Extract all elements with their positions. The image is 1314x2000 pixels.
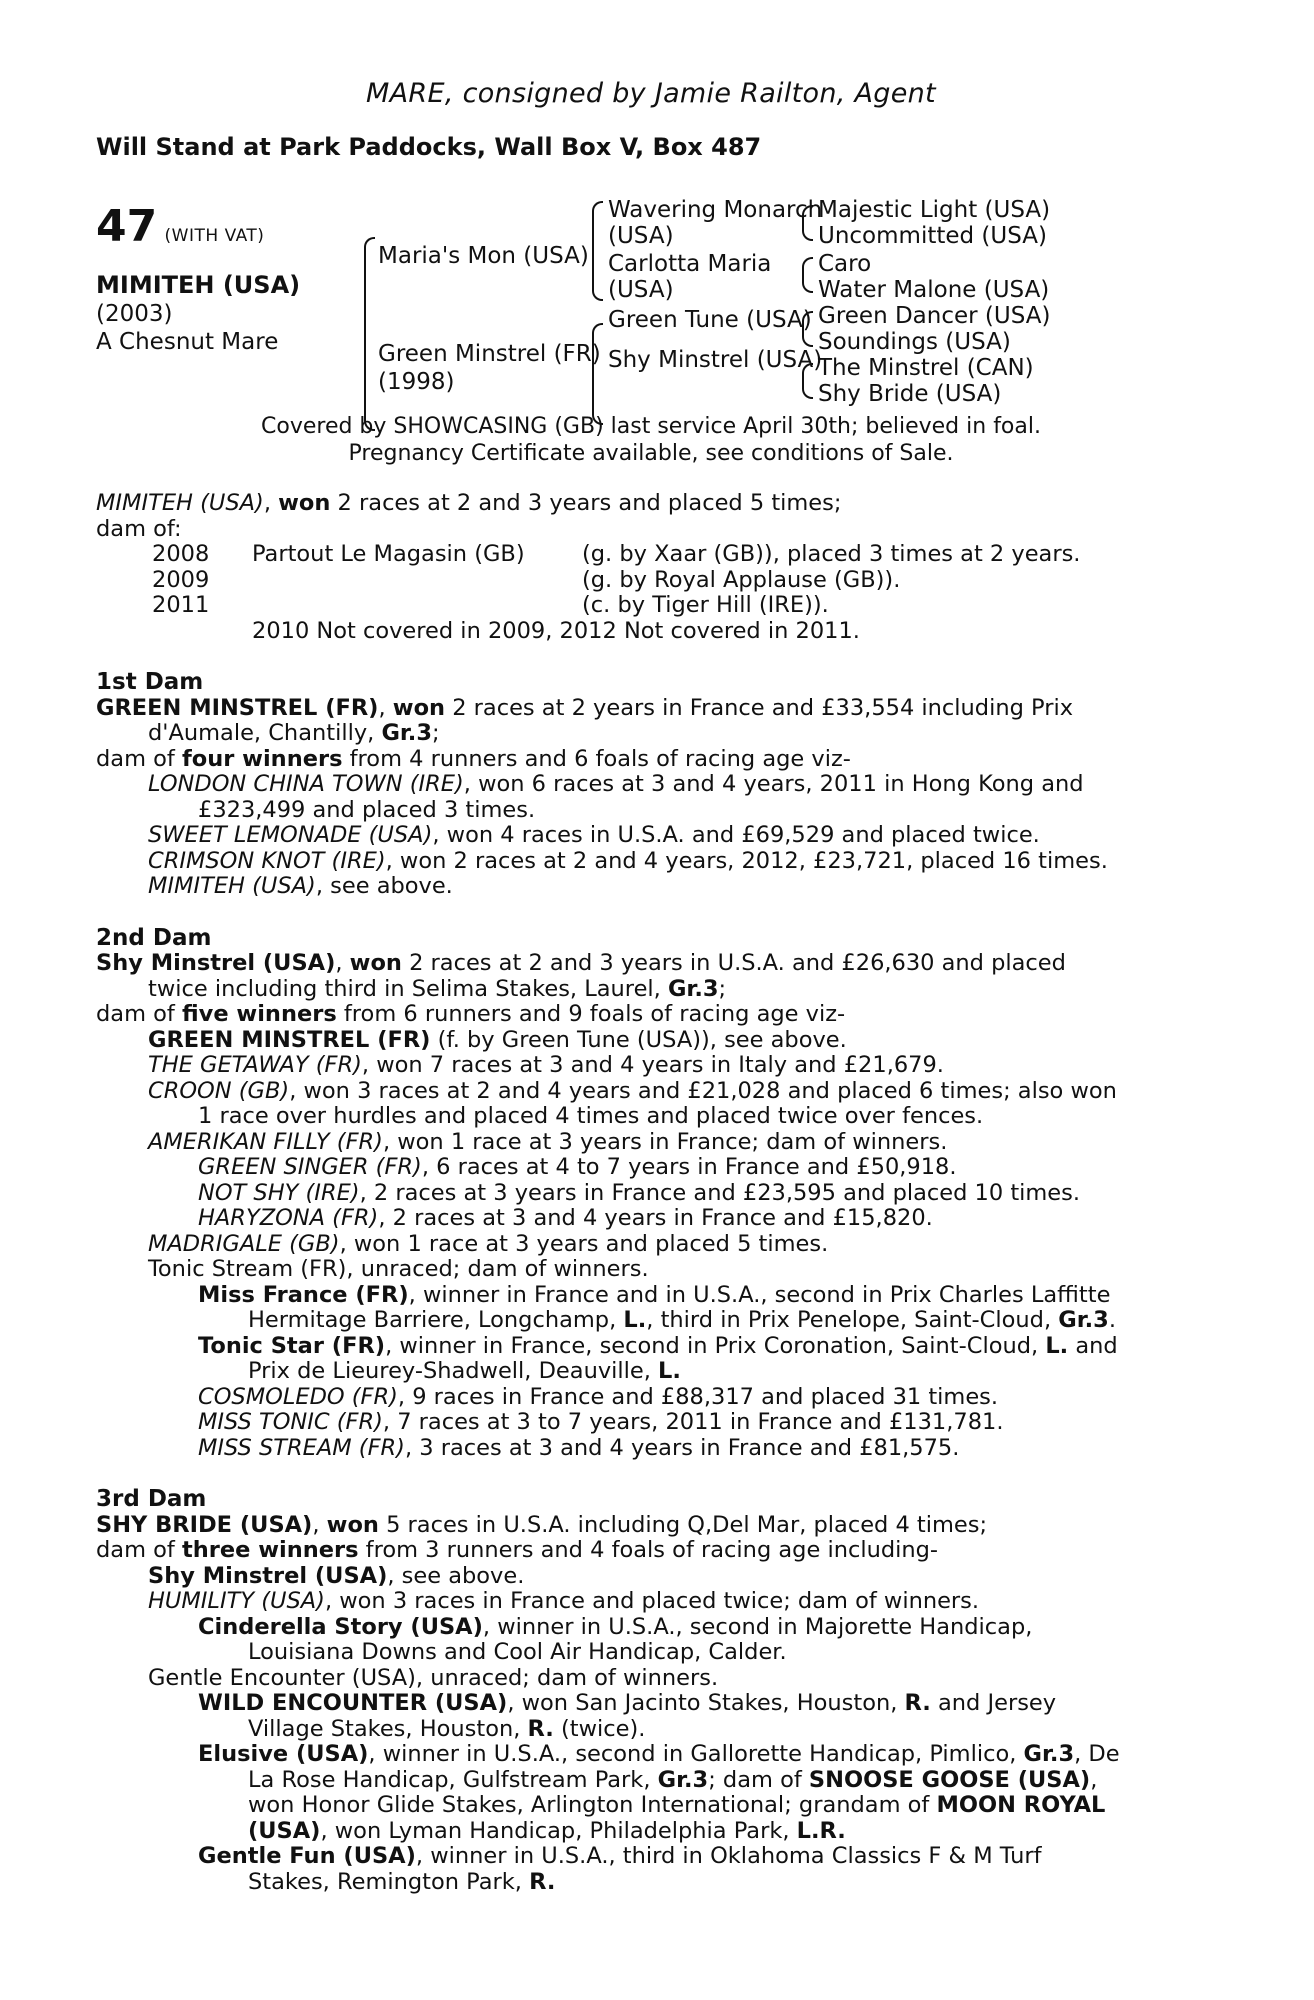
offspring-line	[96, 1028, 1206, 1054]
offspring-name: WILD ENCOUNTER (USA)	[198, 1690, 508, 1716]
offspring-text: Hermitage Barriere, Longchamp,	[248, 1307, 624, 1333]
grand-offspring-line	[96, 1155, 1206, 1181]
offspring-text: , won 3 races at 2 and 4 years and £21,028 and placed 6 times; also won	[289, 1077, 1117, 1104]
offspring-text: .	[1108, 1307, 1116, 1333]
grade-label: Gr.3	[381, 720, 432, 746]
second-dam-dam-of	[96, 1002, 1206, 1028]
offspring-text: , winner in France, second in Prix Coronation, Saint-Cloud,	[385, 1332, 1046, 1359]
offspring-text: , 9 races in France and £88,317 and placed 31 times.	[397, 1383, 999, 1410]
offspring-text: ,	[1090, 1766, 1098, 1793]
third-dam-record: SHY BRIDE (USA), won 5 races in U.S.A. including Q,Del Mar, placed 4 times;	[96, 1511, 988, 1538]
offspring-text: , 3 races at 3 and 4 years in France and £81,575.	[404, 1434, 960, 1461]
offspring-text: won Honor Glide Stakes, Arlington International; grandam of	[248, 1792, 937, 1818]
offspring-text: , won 6 races at 3 and 4 years, 2011 in Hong Kong and	[463, 771, 1084, 797]
won-label: won	[326, 1511, 379, 1538]
grade-label: Gr.3	[1023, 1741, 1075, 1767]
offspring-name: HUMILITY (USA)	[148, 1588, 325, 1614]
g3-sdd: Water Malone (USA)	[818, 277, 1050, 303]
record-text: 2 races at 2 years in France and £33,554 including Prix	[445, 694, 1074, 721]
offspring-line	[96, 1130, 1206, 1156]
catalogue-page	[96, 78, 1206, 1895]
produce-list	[96, 542, 1206, 644]
offspring-text: Stakes, Remington Park,	[248, 1868, 530, 1895]
produce-note: (g. by Royal Applause (GB)).	[582, 566, 901, 593]
first-dam-dam-of	[96, 747, 1206, 773]
grand-offspring-line	[96, 1283, 1206, 1309]
dam-of-text: from 3 runners and 4 foals of racing age including-	[358, 1537, 939, 1563]
grade-label: L.	[658, 1358, 681, 1384]
brace-g3-2	[802, 257, 813, 293]
produce-record	[96, 491, 1206, 1895]
offspring-text: , winner in U.S.A., third in Oklahoma Classics F & M Turf	[415, 1843, 1042, 1869]
offspring-text: , won 1 race at 3 years and placed 5 times.	[339, 1230, 829, 1257]
record-text: 5 races in U.S.A. including Q,Del Mar, placed 4 times;	[378, 1511, 988, 1538]
produce-name	[252, 593, 582, 619]
grand-offspring-line	[96, 1436, 1206, 1462]
winners-count: four winners	[181, 745, 343, 772]
offspring-name: THE GETAWAY (FR)	[148, 1052, 362, 1078]
g3-ssd: Uncommitted (USA)	[818, 223, 1047, 249]
lot-number: 47	[96, 201, 158, 252]
offspring-text: , 6 races at 4 to 7 years in France and £50,918.	[421, 1154, 957, 1180]
offspring-name: GREEN MINSTREL (FR)	[148, 1026, 431, 1053]
dam-dam: Shy Minstrel (USA)	[608, 347, 823, 373]
offspring-text: Village Stakes, Houston,	[248, 1715, 528, 1742]
second-dam-name: Shy Minstrel (USA)	[96, 950, 336, 976]
offspring-line	[96, 1589, 1206, 1615]
offspring-name: NOT SHY (IRE)	[198, 1179, 360, 1206]
brace-gen1	[364, 237, 375, 431]
record-end: ;	[432, 720, 440, 746]
horse-year: (2003)	[96, 301, 173, 327]
grand-offspring-line-cont	[96, 1717, 1206, 1743]
g3-dsd: Soundings (USA)	[818, 329, 1011, 355]
grand-offspring-line-cont: Louisiana Downs and Cool Air Handicap, Calder.	[248, 1639, 787, 1665]
brace-dam-line	[592, 323, 603, 425]
offspring-line	[96, 823, 1206, 849]
offspring-line	[96, 1564, 1206, 1590]
produce-year: 2008	[152, 541, 210, 567]
offspring-name: AMERIKAN FILLY (FR)	[148, 1128, 383, 1155]
offspring-line	[96, 1079, 1206, 1105]
offspring-text: , 7 races at 3 to 7 years, 2011 in France and £131,781.	[382, 1409, 1004, 1435]
dam-name: Green Minstrel (FR)	[378, 341, 601, 367]
horse-name: MIMITEH (USA)	[96, 271, 301, 299]
horse-description: A Chesnut Mare	[96, 329, 279, 355]
offspring-name: Elusive (USA)	[198, 1741, 369, 1767]
grand-offspring-line	[96, 1410, 1206, 1436]
stable-location: Will Stand at Park Paddocks, Wall Box V, Box 487	[96, 133, 762, 161]
produce-name	[252, 568, 582, 594]
offspring-name: MADRIGALE (GB)	[148, 1230, 340, 1257]
offspring-line: Gentle Encounter (USA), unraced; dam of winners.	[148, 1664, 719, 1691]
cover-line-2: Pregnancy Certificate available, see conditions of Sale.	[348, 441, 954, 466]
lot-heading	[96, 201, 265, 252]
offspring-text: , see above.	[315, 873, 453, 899]
offspring-name: Cinderella Story (USA)	[198, 1613, 483, 1640]
grand-offspring-line-cont	[96, 1819, 1206, 1845]
grade-label: L.	[1045, 1332, 1069, 1359]
dam-of-text: dam of	[96, 1537, 182, 1563]
not-covered-note: 2010 Not covered in 2009, 2012 Not covered in 2011.	[252, 617, 860, 644]
dam-of-text: dam of	[96, 745, 182, 772]
offspring-line-cont: 1 race over hurdles and placed 4 times and placed twice over fences.	[198, 1103, 984, 1129]
second-dam-heading: 2nd Dam	[96, 924, 212, 951]
offspring-name: Shy Minstrel (USA)	[148, 1562, 388, 1589]
offspring-text: , won Lyman Handicap, Philadelphia Park,	[320, 1817, 797, 1844]
offspring-text: , see above.	[387, 1562, 525, 1589]
dam-sire: Green Tune (USA)	[608, 307, 812, 333]
grand-offspring-line-cont	[96, 1768, 1206, 1794]
dam-of-text: from 4 runners and 6 foals of racing age viz-	[342, 745, 851, 772]
offspring-text: , De	[1074, 1741, 1120, 1767]
offspring-text: , won San Jacinto Stakes, Houston,	[507, 1690, 905, 1716]
mare-name: MIMITEH (USA)	[96, 490, 264, 516]
sire-sire: Wavering Monarch	[608, 197, 823, 223]
won-label: won	[392, 694, 446, 721]
grand-offspring-line	[96, 1615, 1206, 1641]
grand-offspring-line-cont	[96, 1308, 1206, 1334]
grand-offspring-line-cont	[96, 1359, 1206, 1385]
offspring-name: LONDON CHINA TOWN (IRE)	[148, 771, 464, 797]
offspring-name: (USA)	[248, 1817, 321, 1844]
grade-label: Gr.3	[657, 1766, 709, 1793]
produce-name: Partout Le Magasin (GB)	[252, 541, 525, 567]
offspring-text: and Jersey	[930, 1690, 1057, 1716]
grand-offspring-line	[96, 1334, 1206, 1360]
won-label: won	[349, 950, 402, 976]
grand-offspring-line-cont	[96, 1870, 1206, 1896]
offspring-name: COSMOLEDO (FR)	[198, 1383, 398, 1410]
grand-offspring-line-cont	[96, 1793, 1206, 1819]
offspring-text: and	[1068, 1332, 1118, 1359]
offspring-name: SWEET LEMONADE (USA)	[148, 822, 433, 848]
grade-label: L.R.	[796, 1817, 846, 1844]
offspring-text: , won 3 races in France and placed twice; dam of winners.	[324, 1588, 980, 1614]
offspring-name: MISS STREAM (FR)	[198, 1434, 405, 1461]
offspring-text: Prix de Lieurey-Shadwell, Deauville,	[248, 1358, 659, 1384]
offspring-line	[96, 874, 1206, 900]
record-end: ;	[718, 975, 727, 1002]
consignor-line: MARE, consigned by Jamie Railton, Agent	[366, 78, 936, 109]
offspring-line	[96, 1232, 1206, 1258]
dam-of-text: dam of	[96, 1001, 182, 1027]
cover-line-1: Covered by SHOWCASING (GB) last service April 30th; believed in foal.	[261, 414, 1041, 439]
produce-year: 2011	[152, 592, 210, 618]
g3-sds: Caro	[818, 251, 872, 277]
offspring-name: Gentle Fun (USA)	[198, 1843, 416, 1869]
offspring-name: HARYZONA (FR)	[198, 1205, 379, 1231]
grand-offspring-line	[96, 1844, 1206, 1870]
g3-dds: The Minstrel (CAN)	[818, 355, 1034, 381]
grade-label: R.	[527, 1715, 554, 1742]
won-label: won	[278, 490, 331, 516]
offspring-name: SNOOSE GOOSE (USA)	[808, 1766, 1091, 1793]
offspring-name: MISS TONIC (FR)	[198, 1409, 383, 1435]
first-dam-heading: 1st Dam	[96, 669, 204, 695]
offspring-name: GREEN SINGER (FR)	[198, 1154, 422, 1180]
record-text: d'Aumale, Chantilly,	[148, 720, 382, 746]
offspring-name: MIMITEH (USA)	[148, 873, 316, 899]
g3-dss: Green Dancer (USA)	[818, 303, 1051, 329]
mare-record-text: 2 races at 2 and 3 years and placed 5 times;	[330, 490, 842, 516]
mare-record: MIMITEH (USA), won 2 races at 2 and 3 years and placed 5 times;	[96, 490, 842, 516]
offspring-name: CRIMSON KNOT (IRE)	[148, 847, 386, 874]
third-dam-name: SHY BRIDE (USA)	[96, 1511, 313, 1538]
produce-note: (c. by Tiger Hill (IRE)).	[582, 592, 829, 618]
grand-offspring-line	[96, 1385, 1206, 1411]
winners-count: five winners	[181, 1001, 337, 1027]
sire-name: Maria's Mon (USA)	[378, 243, 589, 269]
offspring-text: (twice).	[553, 1715, 646, 1742]
dam-of-text: from 6 runners and 9 foals of racing age viz-	[336, 1001, 846, 1027]
offspring-text: , winner in France and in U.S.A., second in Prix Charles Laffitte	[408, 1281, 1111, 1308]
offspring-text: , winner in U.S.A., second in Majorette Handicap,	[482, 1613, 1033, 1640]
offspring-text: , 2 races at 3 and 4 years in France and £15,820.	[378, 1205, 933, 1231]
offspring-text: , 2 races at 3 years in France and £23,595 and placed 10 times.	[359, 1179, 1081, 1206]
third-dam-dam-of	[96, 1538, 1206, 1564]
grade-label: Gr.3	[1058, 1307, 1109, 1333]
mare-dam-of: dam of:	[96, 515, 182, 542]
second-dam-record-cont	[96, 977, 1206, 1003]
brace-g3-4	[802, 363, 813, 399]
offspring-name: CROON (GB)	[148, 1077, 290, 1104]
sire-dam-country: (USA)	[608, 277, 674, 303]
offspring-name: Miss France (FR)	[198, 1281, 409, 1308]
offspring-text: , won 7 races at 3 and 4 years in Italy and £21,679.	[361, 1052, 944, 1078]
offspring-line	[96, 1053, 1206, 1079]
produce-note: (g. by Xaar (GB)), placed 3 times at 2 years.	[582, 541, 1081, 567]
first-dam-record: GREEN MINSTREL (FR), won 2 races at 2 years in France and £33,554 including Prix	[96, 694, 1074, 721]
grand-offspring-line	[96, 1691, 1206, 1717]
produce-year: 2009	[152, 566, 210, 593]
grade-label: R.	[904, 1690, 931, 1716]
grand-offspring-line	[96, 1742, 1206, 1768]
offspring-text: , winner in U.S.A., second in Gallorette Handicap, Pimlico,	[368, 1741, 1024, 1767]
grand-offspring-line	[96, 1181, 1206, 1207]
brace-g3-1	[802, 205, 813, 241]
third-dam-heading: 3rd Dam	[96, 1486, 207, 1512]
first-dam-record-cont	[96, 721, 1206, 747]
offspring-text: , won 1 race at 3 years in France; dam of winners.	[382, 1128, 948, 1155]
offspring-text: ; dam of	[708, 1766, 809, 1793]
brace-g3-3	[802, 311, 813, 347]
cover-notes	[96, 413, 1206, 467]
offspring-line-cont: £323,499 and placed 3 times.	[198, 796, 536, 823]
first-dam-name: GREEN MINSTREL (FR)	[96, 694, 379, 721]
offspring-name: MOON ROYAL	[936, 1792, 1106, 1818]
record-text: twice including third in Selima Stakes, Laurel,	[148, 975, 668, 1002]
g3-sss: Majestic Light (USA)	[818, 197, 1051, 223]
offspring-text: , won 2 races at 2 and 4 years, 2012, £23,721, placed 16 times.	[385, 847, 1108, 874]
offspring-name: Tonic Star (FR)	[198, 1332, 386, 1359]
winners-count: three winners	[181, 1537, 359, 1563]
grade-label: L.	[623, 1307, 647, 1333]
g3-ddd: Shy Bride (USA)	[818, 381, 1002, 407]
pedigree-block	[96, 195, 1206, 465]
grand-offspring-line	[96, 1206, 1206, 1232]
vat-note: (WITH VAT)	[164, 226, 265, 246]
offspring-text: , third in Prix Penelope, Saint-Cloud,	[646, 1307, 1059, 1333]
second-dam-record: Shy Minstrel (USA), won 2 races at 2 and 3 years in U.S.A. and £26,630 and placed	[96, 950, 1066, 976]
sire-sire-country: (USA)	[608, 223, 674, 249]
offspring-line	[96, 772, 1206, 798]
dam-year: (1998)	[378, 369, 455, 395]
record-text: 2 races at 2 and 3 years in U.S.A. and £26,630 and placed	[401, 950, 1066, 976]
offspring-text: (f. by Green Tune (USA)), see above.	[430, 1026, 847, 1053]
offspring-line: Tonic Stream (FR), unraced; dam of winners.	[148, 1256, 649, 1282]
grade-label: R.	[529, 1868, 556, 1895]
grade-label: Gr.3	[667, 975, 719, 1002]
offspring-text: La Rose Handicap, Gulfstream Park,	[248, 1766, 658, 1793]
brace-sire-line	[592, 201, 603, 301]
offspring-text: , won 4 races in U.S.A. and £69,529 and placed twice.	[432, 822, 1040, 848]
sire-dam: Carlotta Maria	[608, 251, 772, 277]
offspring-line	[96, 849, 1206, 875]
